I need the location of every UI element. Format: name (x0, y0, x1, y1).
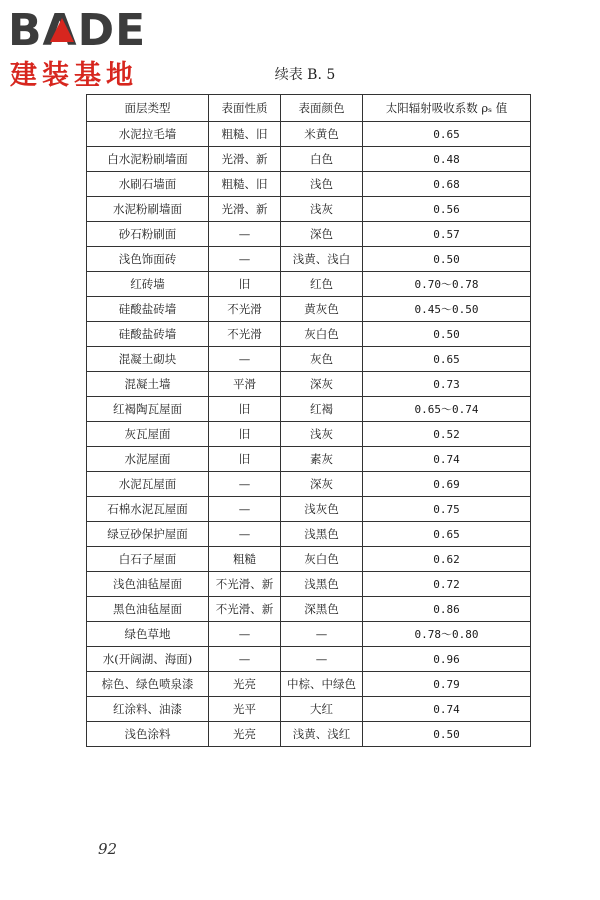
cell-surface-property: 旧 (209, 272, 281, 297)
cell-surface-property: 不光滑 (209, 322, 281, 347)
cell-absorption-value: 0.50 (363, 722, 531, 747)
cell-surface-type: 砂石粉刷面 (87, 222, 209, 247)
table-row (87, 272, 531, 297)
cell-surface-property: 不光滑 (209, 297, 281, 322)
cell-surface-property: 平滑 (209, 372, 281, 397)
header-absorption-coefficient: 太阳辐射吸收系数 ρₛ 值 (363, 95, 531, 122)
cell-surface-property: 不光滑、新 (209, 572, 281, 597)
cell-surface-color: 大红 (281, 697, 363, 722)
cell-surface-property: — (209, 247, 281, 272)
cell-surface-type: 混凝土墙 (87, 372, 209, 397)
cell-surface-type: 绿色草地 (87, 622, 209, 647)
logo-subtitle: 建装基地 (10, 60, 138, 91)
brand-logo (8, 6, 178, 94)
cell-surface-color: — (281, 647, 363, 672)
cell-absorption-value: 0.70～0.78 (363, 272, 531, 297)
cell-absorption-value: 0.96 (363, 647, 531, 672)
table-row (87, 647, 531, 672)
cell-surface-type: 硅酸盐砖墙 (87, 297, 209, 322)
cell-absorption-value: 0.52 (363, 422, 531, 447)
cell-surface-type: 绿豆砂保护屋面 (87, 522, 209, 547)
cell-surface-color: 红褐 (281, 397, 363, 422)
page-number: 92 (98, 840, 118, 858)
cell-surface-property: — (209, 522, 281, 547)
cell-surface-color: 白色 (281, 147, 363, 172)
cell-surface-type: 混凝土砌块 (87, 347, 209, 372)
cell-surface-color: 灰白色 (281, 547, 363, 572)
cell-surface-color: 素灰 (281, 447, 363, 472)
cell-surface-type: 红砖墙 (87, 272, 209, 297)
cell-surface-property: 粗糙、旧 (209, 122, 281, 147)
cell-surface-property: 光滑、新 (209, 147, 281, 172)
header-surface-color: 表面颜色 (281, 95, 363, 122)
cell-surface-property: 旧 (209, 397, 281, 422)
table-row (87, 372, 531, 397)
cell-absorption-value: 0.72 (363, 572, 531, 597)
cell-surface-property: 光亮 (209, 672, 281, 697)
cell-surface-property: 光平 (209, 697, 281, 722)
cell-absorption-value: 0.45～0.50 (363, 297, 531, 322)
logo-triangle-icon (50, 18, 74, 42)
cell-surface-property: — (209, 347, 281, 372)
cell-surface-property: — (209, 622, 281, 647)
cell-surface-type: 水泥瓦屋面 (87, 472, 209, 497)
table-row (87, 697, 531, 722)
table-row (87, 572, 531, 597)
table-row (87, 422, 531, 447)
cell-absorption-value: 0.68 (363, 172, 531, 197)
cell-absorption-value: 0.79 (363, 672, 531, 697)
cell-surface-property: 旧 (209, 422, 281, 447)
header-surface-type: 面层类型 (87, 95, 209, 122)
cell-surface-property: — (209, 472, 281, 497)
cell-absorption-value: 0.73 (363, 372, 531, 397)
absorption-coefficient-table (86, 94, 531, 747)
table-title: 续表 B. 5 (274, 67, 336, 83)
cell-surface-color: 灰白色 (281, 322, 363, 347)
cell-surface-color: 浅色 (281, 172, 363, 197)
cell-surface-color: 中棕、中绿色 (281, 672, 363, 697)
cell-absorption-value: 0.65 (363, 522, 531, 547)
table-row (87, 247, 531, 272)
cell-surface-type: 白石子屋面 (87, 547, 209, 572)
cell-surface-color: 浅灰色 (281, 497, 363, 522)
cell-surface-property: 旧 (209, 447, 281, 472)
cell-absorption-value: 0.78～0.80 (363, 622, 531, 647)
cell-surface-type: 浅色饰面砖 (87, 247, 209, 272)
table-row (87, 497, 531, 522)
cell-absorption-value: 0.69 (363, 472, 531, 497)
table-row (87, 397, 531, 422)
cell-surface-color: 浅灰 (281, 197, 363, 222)
cell-surface-color: 红色 (281, 272, 363, 297)
table-row (87, 547, 531, 572)
table-row (87, 222, 531, 247)
cell-absorption-value: 0.50 (363, 322, 531, 347)
cell-surface-color: 浅黄、浅白 (281, 247, 363, 272)
cell-surface-type: 浅色油毡屋面 (87, 572, 209, 597)
cell-surface-type: 棕色、绿色喷泉漆 (87, 672, 209, 697)
cell-surface-color: — (281, 622, 363, 647)
table-row (87, 722, 531, 747)
cell-absorption-value: 0.74 (363, 447, 531, 472)
cell-absorption-value: 0.50 (363, 247, 531, 272)
cell-surface-color: 浅黑色 (281, 522, 363, 547)
cell-surface-property: 不光滑、新 (209, 597, 281, 622)
cell-absorption-value: 0.62 (363, 547, 531, 572)
table-row (87, 622, 531, 647)
cell-surface-property: — (209, 647, 281, 672)
cell-absorption-value: 0.75 (363, 497, 531, 522)
cell-surface-type: 水泥粉刷墙面 (87, 197, 209, 222)
cell-surface-color: 浅灰 (281, 422, 363, 447)
cell-surface-type: 硅酸盐砖墙 (87, 322, 209, 347)
cell-surface-color: 深灰 (281, 472, 363, 497)
cell-surface-color: 深色 (281, 222, 363, 247)
cell-absorption-value: 0.48 (363, 147, 531, 172)
cell-surface-type: 白水泥粉刷墙面 (87, 147, 209, 172)
cell-surface-property: 粗糙 (209, 547, 281, 572)
cell-surface-property: 光亮 (209, 722, 281, 747)
table-row (87, 172, 531, 197)
cell-surface-type: 黑色油毡屋面 (87, 597, 209, 622)
cell-surface-type: 水(开阔湖、海面) (87, 647, 209, 672)
table-row (87, 197, 531, 222)
cell-surface-property: — (209, 497, 281, 522)
logo-wordmark: BADE (8, 5, 147, 56)
table-body (87, 122, 531, 747)
cell-absorption-value: 0.65 (363, 122, 531, 147)
cell-absorption-value: 0.65 (363, 347, 531, 372)
table-row (87, 597, 531, 622)
cell-surface-property: 光滑、新 (209, 197, 281, 222)
table-row (87, 122, 531, 147)
cell-surface-type: 水泥拉毛墙 (87, 122, 209, 147)
table-row (87, 147, 531, 172)
cell-surface-type: 红涂料、油漆 (87, 697, 209, 722)
table-row (87, 672, 531, 697)
cell-surface-type: 灰瓦屋面 (87, 422, 209, 447)
table-header-row (87, 95, 531, 122)
cell-absorption-value: 0.65～0.74 (363, 397, 531, 422)
table-row (87, 447, 531, 472)
cell-surface-color: 深灰 (281, 372, 363, 397)
cell-surface-color: 浅黑色 (281, 572, 363, 597)
cell-surface-color: 浅黄、浅红 (281, 722, 363, 747)
cell-surface-color: 米黄色 (281, 122, 363, 147)
cell-surface-type: 红褐陶瓦屋面 (87, 397, 209, 422)
cell-surface-type: 水刷石墙面 (87, 172, 209, 197)
table-row (87, 297, 531, 322)
cell-surface-color: 深黑色 (281, 597, 363, 622)
table-row (87, 472, 531, 497)
cell-surface-type: 石棉水泥瓦屋面 (87, 497, 209, 522)
cell-surface-property: 粗糙、旧 (209, 172, 281, 197)
cell-surface-property: — (209, 222, 281, 247)
cell-surface-color: 灰色 (281, 347, 363, 372)
cell-surface-color: 黄灰色 (281, 297, 363, 322)
cell-absorption-value: 0.86 (363, 597, 531, 622)
cell-absorption-value: 0.56 (363, 197, 531, 222)
cell-absorption-value: 0.57 (363, 222, 531, 247)
cell-absorption-value: 0.74 (363, 697, 531, 722)
table-row (87, 347, 531, 372)
table-row (87, 322, 531, 347)
cell-surface-type: 水泥屋面 (87, 447, 209, 472)
header-surface-property: 表面性质 (209, 95, 281, 122)
cell-surface-type: 浅色涂料 (87, 722, 209, 747)
table-row (87, 522, 531, 547)
